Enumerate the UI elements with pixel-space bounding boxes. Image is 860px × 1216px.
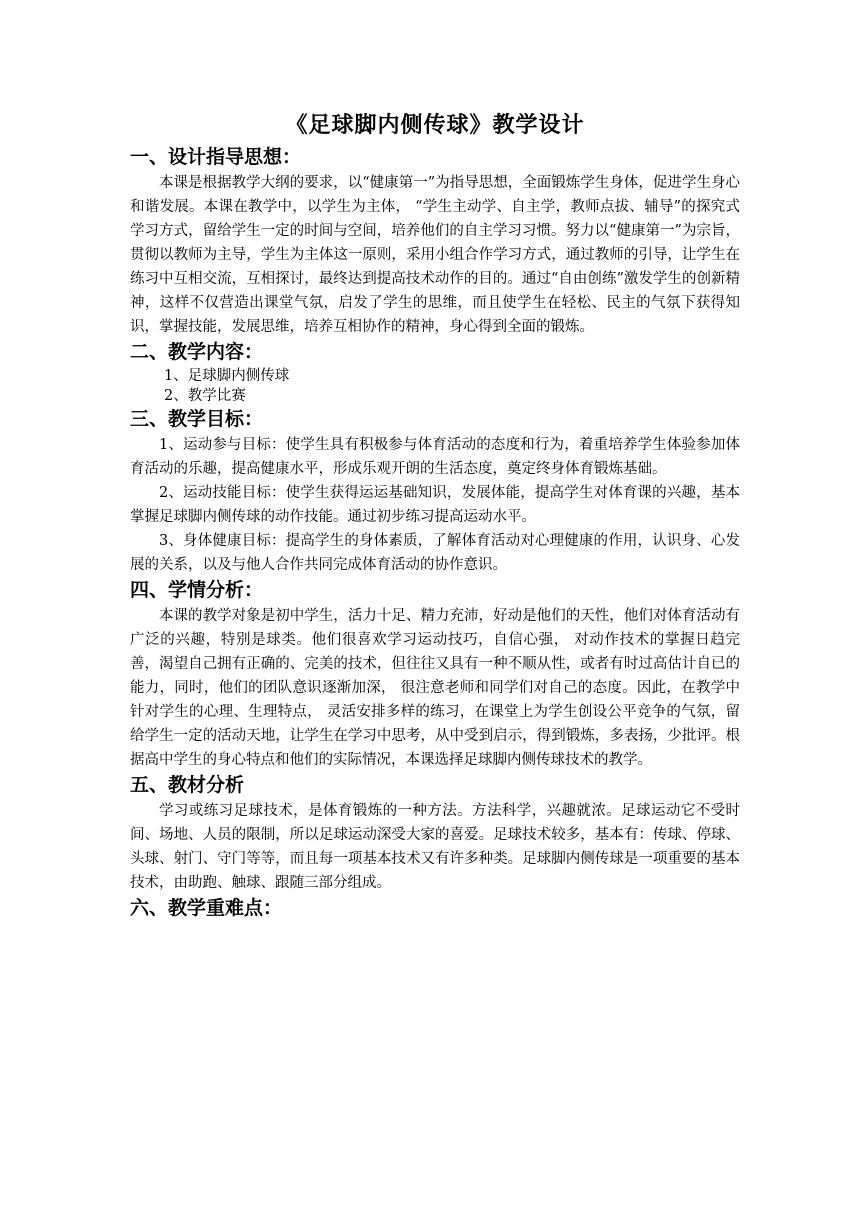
section-teaching-content (130, 339, 740, 406)
content-list (130, 366, 740, 406)
section-key-difficulties (130, 895, 740, 922)
section-heading: 六、教学重难点： (130, 897, 283, 919)
paragraph: 学习或练习足球技术，是体育锻炼的一种方法。方法科学，兴趣就浓。足球运动它不受时间、场地、人员的限制，所以足球运动深受大家的喜爱。足球技术较多，基本有：传球、停球、头球、射门、守门等等，而且每一项基本技术又有许多种类。足球脚内侧传球是一项重要的基本技术，由助跑、触球、跟随三部分组成。 (130, 803, 740, 891)
paragraph: 本课的教学对象是初中学生，活力十足、精力充沛，好动是他们的天性，他们对体育活动有广泛的兴趣，特别是球类。他们很喜欢学习运动技巧，自信心强， 对动作技术的掌握日趋完善，渴望自己拥有正确的、完美的技术，但往往又具有一种不顺从性，或者有时过高估计自已的能力，同时，他们的团队意识逐渐加深， 很注意老师和同学们对自己的态度。因此，在教学中针对学生的心理、生理特点， 灵活安排多样的练习，在课堂上为学生创设公平竞争的气氛，留给学生一定的活动天地，让学生在学习中思考，从中受到启示，得到锻炼，多表扬，少批评。根据高中学生的身心特点和他们的实际情况，本课选择足球脚内侧传球技术的教学。 (130, 608, 740, 768)
list-item: 1、足球脚内侧传球 (164, 368, 290, 384)
section-heading: 四、学情分析： (130, 579, 264, 601)
document-page (130, 110, 740, 922)
list-item: 2、教学比赛 (164, 388, 246, 404)
section-heading: 一、设计指导思想： (130, 146, 302, 168)
document-title: 《足球脚内侧传球》教学设计 (285, 113, 585, 138)
paragraph: 本课是根据教学大纲的要求，以“健康第一”为指导思想，全面锻炼学生身体，促进学生身心和谐发展。本课在教学中，以学生为主体， “学生主动学、自主学，教师点拔、辅导”的探究式学习方式，留给学生一定的时间与空间，培养他们的自主学习习惯。努力以“健康第一”为宗旨，贯彻以教师为主导，学生为主体这一原则，采用小组合作学习方式，通过教师的引导，让学生在练习中互相交流，互相探讨，最终达到提高技术动作的目的。通过“自由创练”激发学生的创新精神，这样不仅营造出课堂气氛，启发了学生的思维，而且使学生在轻松、民主的气氛下获得知识，掌握技能，发展思维，培养互相协作的精神，身心得到全面的锻炼。 (130, 175, 740, 335)
paragraph: 1、运动参与目标：使学生具有积极参与体育活动的态度和行为，着重培养学生体验参加体育活动的乐趣，提高健康水平，形成乐观开朗的生活态度，奠定终身体育锻炼基础。 (130, 437, 740, 477)
section-heading: 五、教材分析 (130, 774, 245, 796)
section-guiding-thought (130, 144, 740, 339)
section-heading: 三、教学目标： (130, 408, 264, 430)
paragraph: 2、运动技能目标：使学生获得运运基础知识，发展体能，提高学生对体育课的兴趣，基本掌握足球脚内侧传球的动作技能。通过初步练习提高运动水平。 (130, 485, 740, 525)
section-material-analysis (130, 772, 740, 895)
section-student-analysis (130, 577, 740, 772)
paragraph: 3、身体健康目标：提高学生的身体素质，了解体育活动对心理健康的作用，认识身、心发展的关系，以及与他人合作共同完成体育活动的协作意识。 (130, 533, 740, 573)
section-heading: 二、教学内容： (130, 341, 264, 363)
section-teaching-objectives (130, 406, 740, 577)
